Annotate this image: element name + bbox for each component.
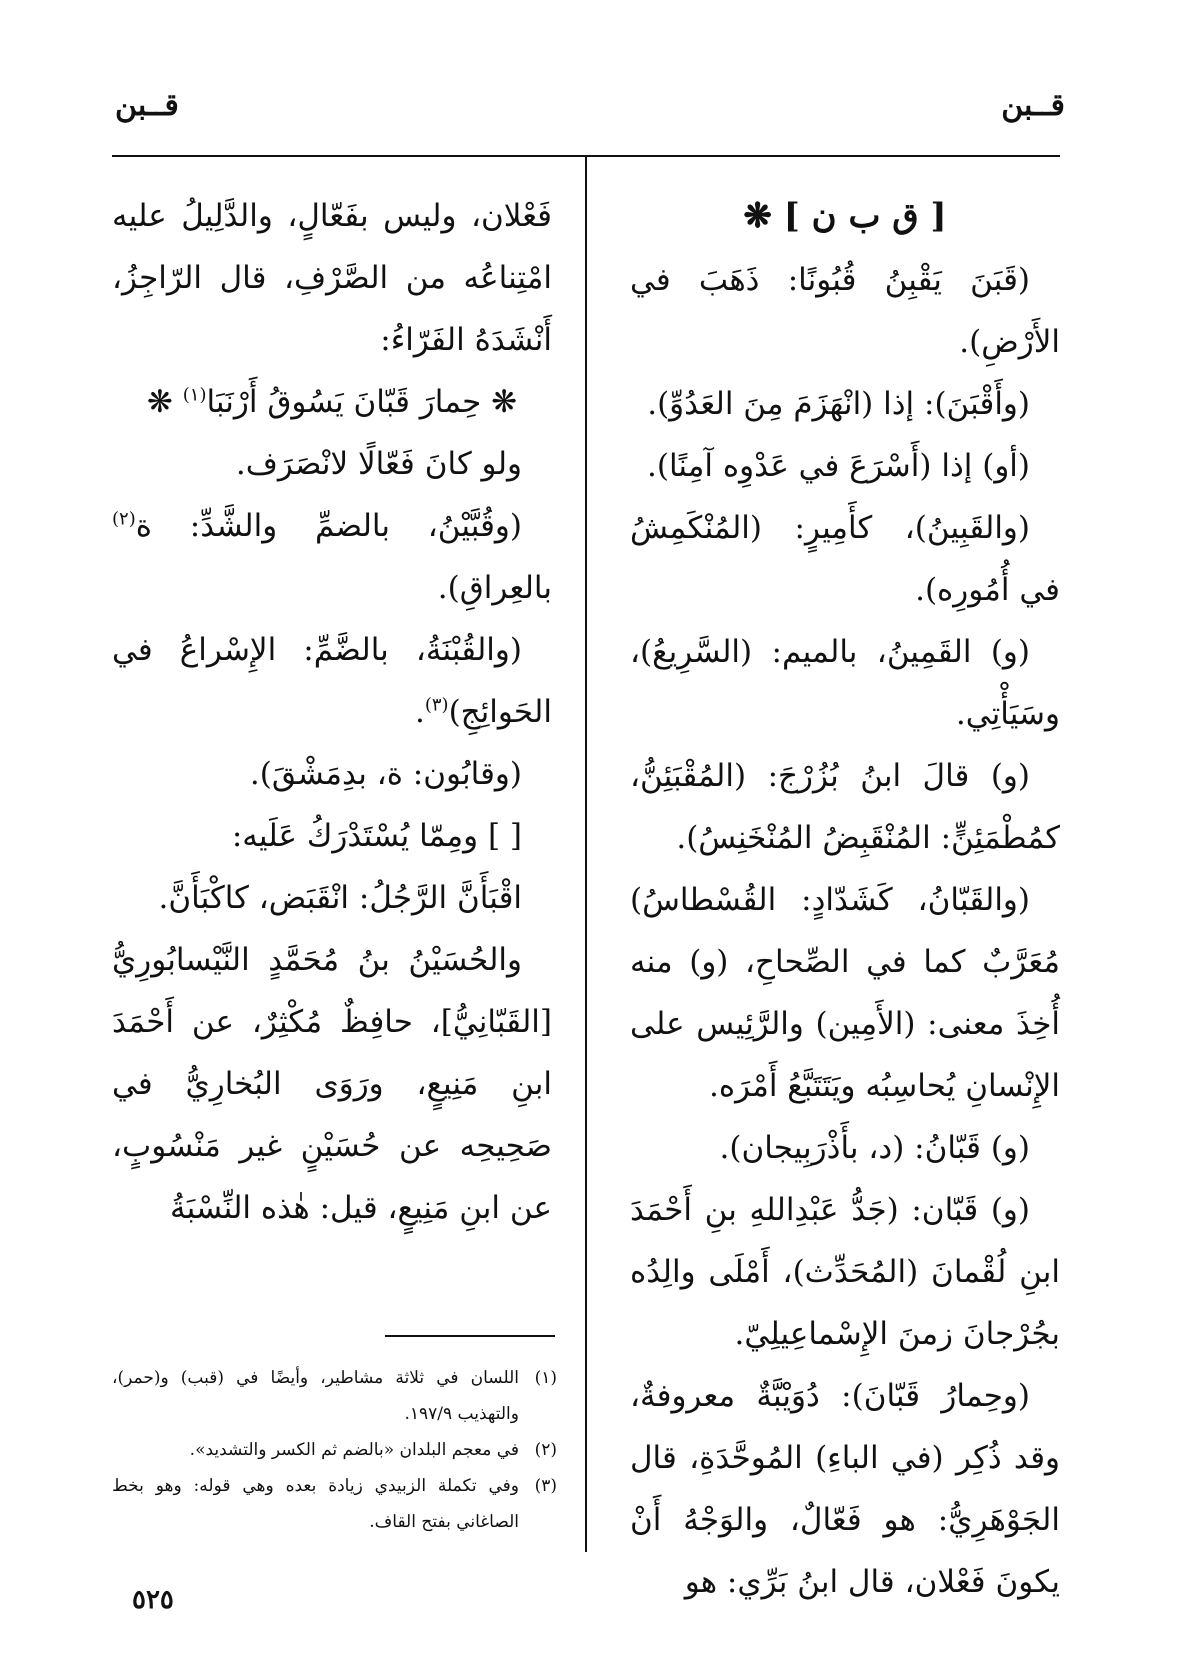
verse-text: ❋ حِمارَ قَبّانَ يَسُوقُ أَرْنَبَا [206,384,518,420]
right-column [630,185,1060,1613]
left-paragraph: فَعْلان، وليس بفَعّالٍ، والدَّلِيلُ عليه امْتِناعُه من الصَّرْفِ، قال الرّاجِزُ، أَنْشَدَهُ الفَرّاءُ: [112,198,552,358]
footnote-number: (١) [534,1368,557,1388]
footnote-text: في معجم البلدان «بالضم ثم الكسر والتشديد». [189,1440,519,1460]
verse-line [112,371,552,433]
footnote-divider [385,1335,555,1337]
page-number: ٥٢٥ [132,1585,174,1615]
paragraph-end: . [414,694,425,730]
footnote-text: اللسان في ثلاثة مشاطير، وأيضًا في (قبب) و(حمر)، والتهذيب ١٩٧/٩. [112,1368,519,1424]
left-paragraph [112,495,552,619]
left-paragraph: ولو كانَ فَعّالًا لانْصَرَف. [235,446,522,482]
right-paragraph: (أو) إذا (أَسْرَعَ في عَدْوِه آمِنًا). [647,448,1030,484]
right-paragraph: (والقَبّانُ، كَشَدّادٍ: القُسْطاسُ) مُعَرَّبٌ كما في الصِّحاحِ، (و) منه أُخِذَ معنى: (الأَمِين) والرَّئِيس على الإِنْسانِ يُحاسِبُه ويَتَتَبَّعُ أَمْرَه. [630,882,1060,1104]
right-paragraph: (و) قالَ ابنُ بُزُرْجَ: (المُقْبَئِنُّ، كمُطْمَئِنٍّ: المُنْقَبِضُ المُنْخَنِسُ). [630,758,1060,856]
right-paragraph: (و) قَبّان: (جَدُّ عَبْدِاللهِ بنِ أَحْمَدَ ابنِ لُقْمانَ (المُحَدِّث)، أَمْلَى والِدُه بجُرْجانَ زمنَ الإِسْماعِيلِيّ. [630,1192,1060,1352]
left-paragraph: [ ] ومِمّا يُسْتَدْرَكُ عَلَيه: [231,818,522,854]
footnote [112,1432,557,1468]
footnote-number: (٢) [534,1440,557,1460]
verse-end: ❋ [146,384,183,420]
footnote-number: (٣) [534,1476,557,1496]
left-column [112,185,552,1239]
footnote [112,1360,557,1432]
footnote-text: وفي تكملة الزبيدي زيادة بعده وهي قوله: وهو بخط الصاغاني بفتح القاف. [112,1476,519,1532]
footnotes [112,1360,557,1540]
left-paragraph: (وقابُون: ة، بدِمَشْقَ). [249,756,522,792]
right-paragraph: (قَبَنَ يَقْبِنُ قُبُونًا: ذَهَبَ في الأَرْضِ). [630,262,1060,360]
left-paragraph: اقْبَأَنَّ الرَّجُلُ: انْقَبَض، كاكْبَأَنَّ. [158,880,522,916]
right-paragraph: (وحِمارُ قَبّانَ): دُوَيْبَّةٌ معروفةٌ، وقد ذُكِر (في الباءِ) المُوحَّدَةِ، قال الجَوْهَرِيُّ: هو فَعّالٌ، والوَجْهُ أَنْ يكونَ فَعْلان، قال ابنُ بَرِّي: هو [630,1378,1060,1600]
right-paragraph: (والقَبِينُ)، كأَمِيرٍ: (المُنْكَمِشُ في أُمُورِه). [630,510,1060,608]
paragraph-end: بالعِراقِ). [437,570,552,606]
footnote-ref[interactable]: (٣) [424,694,449,716]
right-paragraph: (وأَقْبَنَ): إذا (انْهَزَمَ مِنَ العَدُوِّ). [647,386,1030,422]
footnote-ref[interactable]: (٢) [112,508,136,530]
footnote-ref[interactable]: (١) [182,384,207,406]
running-header-left: قــبن [115,88,179,123]
entry-title: [ ق ب ن ] ❋ [743,196,947,236]
column-divider [585,157,587,1552]
left-paragraph [112,619,552,743]
right-paragraph: (و) القَمِينُ، بالميم: (السَّرِيعُ)، وسَيَأْتِي. [630,634,1060,732]
paragraph-text: (والقُبْنَةُ، بالضَّمِّ: الإِسْراعُ في الحَوائِجِ) [112,632,552,730]
left-paragraph: والحُسَيْنُ بنُ مُحَمَّدٍ النَّيْسابُورِيُّ [القَبّانِيُّ]، حافِظٌ مُكْثِرٌ، عن أَحْمَدَ ابنِ مَنِيعٍ، ورَوَى البُخارِيُّ في صَحِيحِه عن حُسَيْنٍ غير مَنْسُوبٍ، عن ابنِ مَنِيعٍ، قيل: هٰذه النِّسْبَةُ [112,942,552,1226]
footnote [112,1468,557,1540]
right-paragraph: (و) قَبّانُ: (د، بأَذْرَبِيجان). [719,1130,1030,1166]
running-header-right: قــبن [1001,88,1065,123]
paragraph-text: (وقُبَّيْنُ، بالضمِّ والشَّدِّ: ة [135,508,522,544]
